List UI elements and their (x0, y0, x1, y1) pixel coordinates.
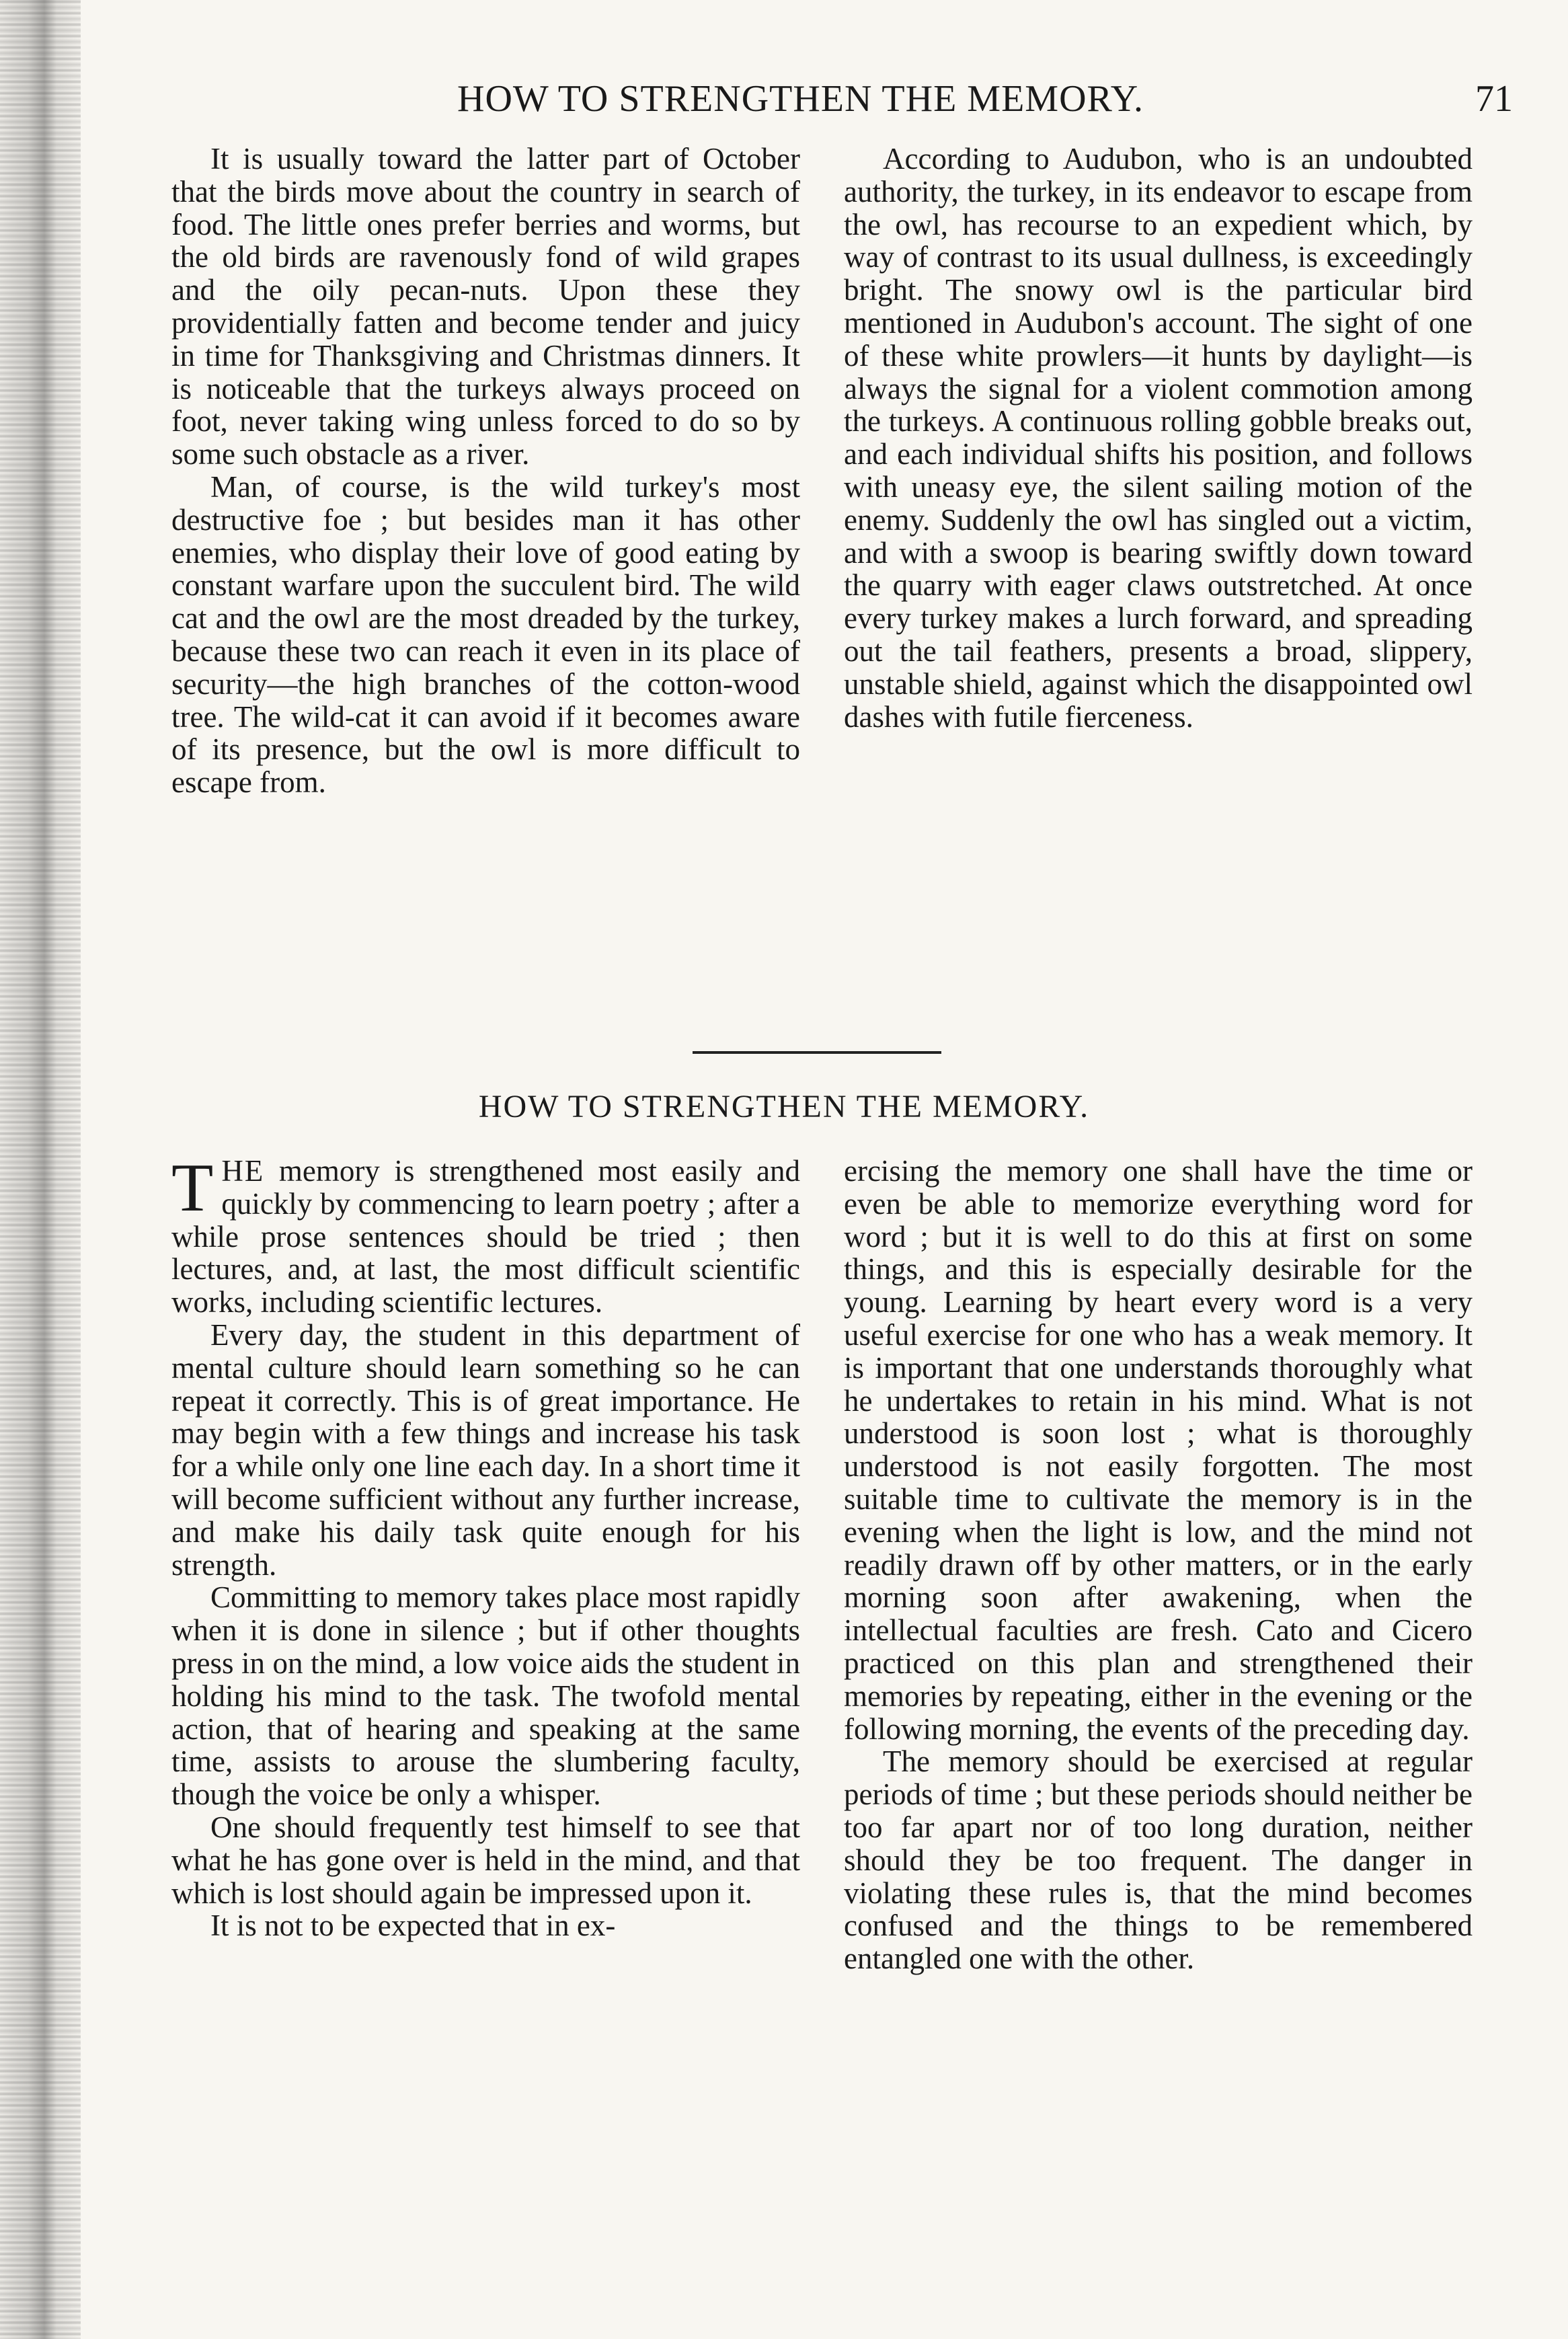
opening-paragraph-text: memory is strengthened most easily and quickly by commencing to learn poetry ; after a while prose sentences should be tried ; then lectures, and, at last, the most difficult scientific works, including scientific lectures. (171, 1154, 800, 1319)
paragraph: According to Audubon, who is an undoubted authority, the turkey, in its endeavor to escape from the owl, has recourse to an expedient which, by way of contrast to its usual dullness, is exceedingly bright. The snowy owl is the particular bird mentioned in Audubon's account. The sight of one of these white prowlers—it hunts by daylight—is always the signal for a violent commotion among the turkeys. A continuous rolling gobble breaks out, and each individual shifts his position, and follows with uneasy eye, the silent sailing motion of the enemy. Suddenly the owl has singled out a victim, and with a swoop is bearing swiftly down toward the quarry with eager claws outstretched. At once every turkey makes a lurch forward, and spreading out the tail feathers, presents a broad, slippery, unstable shield, against which the disappointed owl dashes with futile fierceness. (844, 142, 1473, 734)
column-top-right (844, 143, 1473, 733)
paragraph: Committing to memory takes place most rapidly when it is done in silence ; but if other thoughts press in on the mind, a low voice aids the student in holding his mind to the task. The twofold mental action, that of hearing and speaking at the same time, assists to arouse the slumbering faculty, though the voice be only a whisper. (171, 1580, 800, 1812)
paragraph: It is not to be expected that in ex- (210, 1909, 616, 1943)
paragraph: The memory should be exercised at regular periods of time ; but these periods should neither be too far apart nor of too long duration, neither should they be too frequent. The danger in violating these rules is, that the mind becomes confused and the things to be remembered entangled one with the other. (844, 1744, 1473, 1976)
column-bottom-left (171, 1150, 800, 1943)
column-bottom-right (844, 1155, 1473, 1975)
drop-cap: T (171, 1150, 214, 1226)
binding-edge (0, 0, 81, 2339)
running-title: HOW TO STRENGTHEN THE MEMORY. (457, 78, 1144, 120)
article-title: HOW TO STRENGTHEN THE MEMORY. (478, 1089, 1090, 1124)
section-divider (693, 1051, 941, 1054)
page-number: 71 (1475, 78, 1513, 120)
first-word-rest: HE (221, 1154, 265, 1188)
paragraph: Every day, the student in this department of mental culture should learn something so he can repeat it correctly. This is of great importance. He may begin with a few things and increase his task for a while only one line each day. In a short time it will become sufficient without any further increase, and make his daily task quite enough for his strength. (171, 1317, 800, 1582)
paragraph: ercising the memory one shall have the time or even be able to memorize everything word for word ; but it is well to do this at first on some things, and this is especially desirable for the young. Learning by heart every word is a very useful exercise for one who has a weak memory. It is important that one understands thoroughly what he undertakes to retain in his mind. What is not understood is soon lost ; what is thoroughly understood is not easily forgotten. The most suitable time to cultivate the memory is in the evening when the light is low, and the mind not readily drawn off by other matters, or in the early morning soon after awakening, when the intellectual faculties are fresh. Cato and Cicero practiced on this plan and strengthened their memories by repeating, either in the evening or the following morning, the events of the preceding day. (844, 1154, 1473, 1746)
column-top-left (171, 143, 800, 799)
paragraph: Man, of course, is the wild turkey's most destructive foe ; but besides man it has other enemies, who display their love of good eating by constant warfare upon the succulent bird. The wild cat and the owl are the most dreaded by the turkey, because these two can reach it even in its place of security—the high branches of the cotton-wood tree. The wild-cat it can avoid if it becomes aware of its presence, but the owl is more difficult to escape from. (171, 469, 800, 800)
paragraph: It is usually toward the latter part of October that the birds move about the country in search of food. The little ones prefer berries and worms, but the old birds are ravenously fond of wild grapes and the oily pecan-nuts. Upon these they providentially fatten and become tender and juicy in time for Thanksgiving and Christmas dinners. It is noticeable that the turkeys always proceed on foot, never taking wing unless forced to do so by some such obstacle as a river. (171, 142, 800, 471)
paragraph: One should frequently test himself to see that what he has gone over is held in the mind, and that which is lost should again be impressed upon it. (171, 1810, 800, 1910)
running-head (168, 71, 1533, 124)
opening-paragraph (171, 1150, 800, 1319)
